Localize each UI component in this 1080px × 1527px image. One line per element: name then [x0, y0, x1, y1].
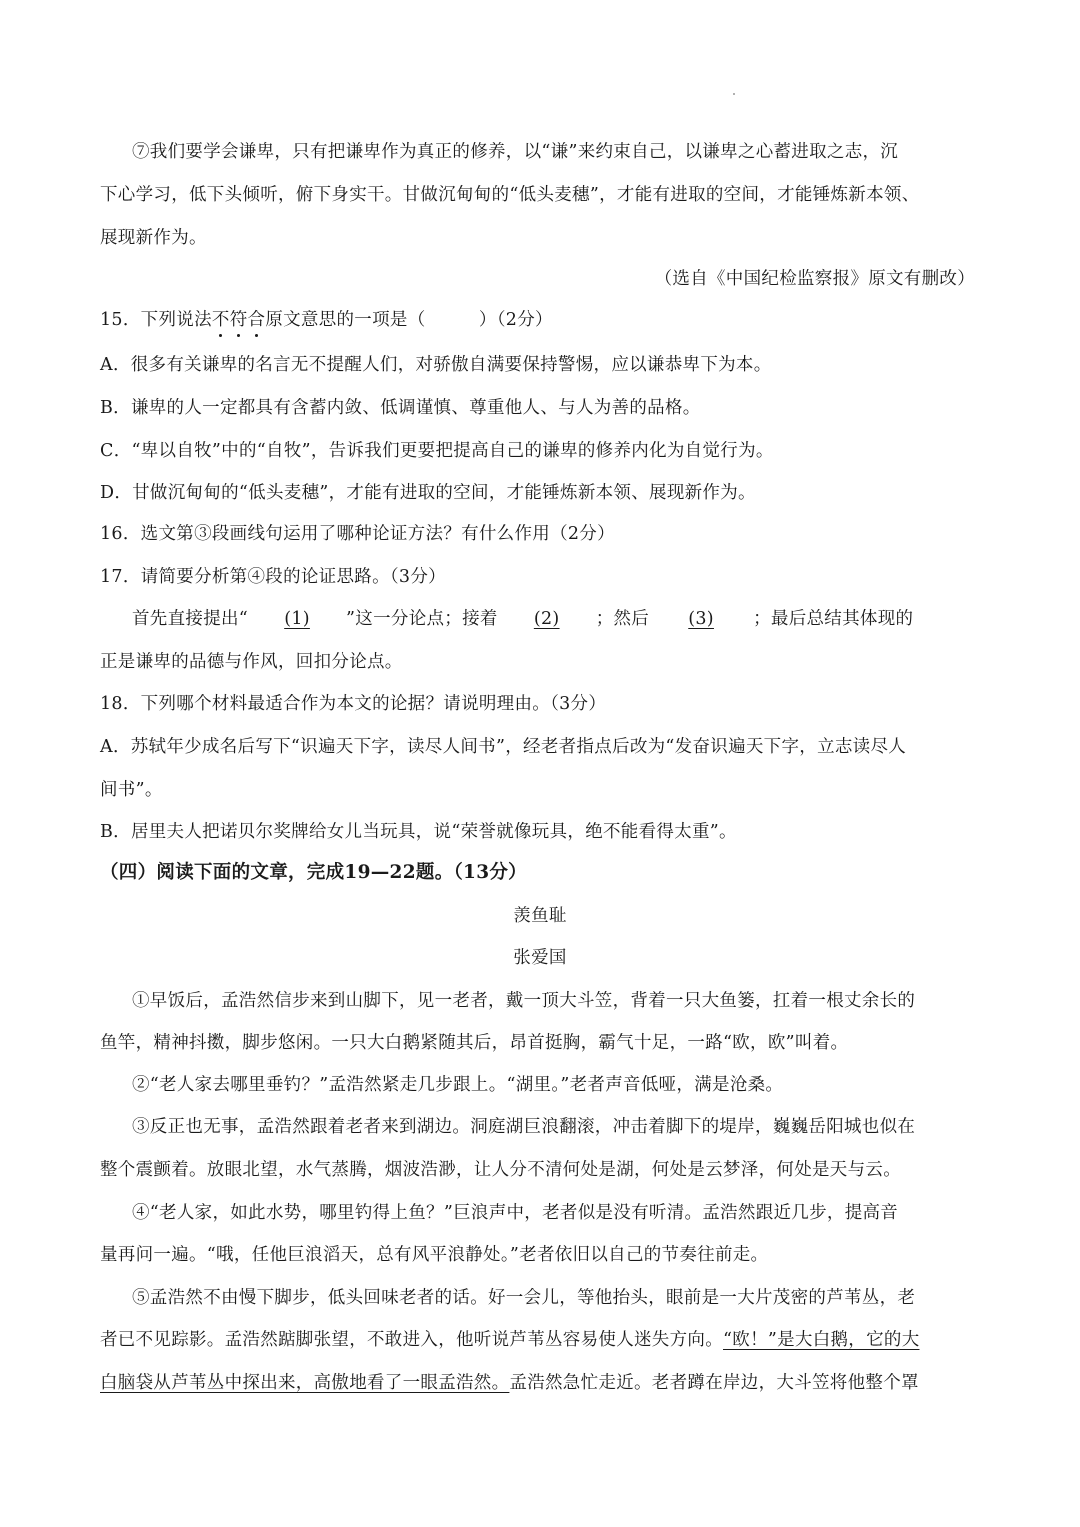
emphasis-char: 符 [229, 310, 248, 330]
para7-line1: ⑦我们要学会谦卑，只有把谦卑作为真正的修养，以“谦”来约束自己，以谦卑之心蓄进取之志，沉 [132, 142, 899, 162]
underlined-sentence: “欧！”是大白鹅，它的大 [723, 1330, 920, 1350]
article-text: 孟浩然急忙走近。老者蹲在岸边，大斗笠将他整个罩 [509, 1373, 919, 1393]
q18-option-b: B．居里夫人把诺贝尔奖牌给女儿当玩具，说“荣誉就像玩具，绝不能看得太重”。 [100, 822, 737, 842]
q15-option-d: D．甘做沉甸甸的“低头麦穗”，才能有进取的空间，才能锤炼新本领、展现新作为。 [100, 483, 756, 503]
q18-option-a-line2: 间书”。 [100, 780, 163, 800]
q15-stem [100, 308, 984, 332]
q17-blank-3[interactable]: (3) [688, 609, 714, 629]
q15-suffix: 原文意思的一项是（ ）（2分） [265, 310, 553, 330]
para7-line2: 下心学习，低下头倾听，俯下身实干。甘做沉甸甸的“低头麦穗”，才能有进取的空间，才能锤炼新本领、 [100, 185, 920, 205]
article-p1-line1: ①早饭后，孟浩然信步来到山脚下，见一老者，戴一顶大斗笠，背着一只大鱼篓，扛着一根丈余长的 [132, 991, 916, 1011]
article-p2: ②“老人家去哪里垂钓？”孟浩然紧走几步跟上。“湖里。”老者声音低哑，满是沧桑。 [132, 1075, 784, 1095]
q17-blank-1[interactable]: (1) [284, 609, 310, 629]
q17-text: 首先直接提出“ [132, 609, 249, 629]
article-author: 张爱国 [513, 948, 567, 968]
article-p1-line2: 鱼竿，精神抖擞，脚步悠闲。一只大白鹅紧随其后，昂首挺胸，霸气十足，一路“欧，欧”叫着。 [100, 1033, 849, 1053]
article-p4-line2: 量再问一遍。“哦，任他巨浪滔天，总有风平浪静处。”老者依旧以自己的节奏往前走。 [100, 1245, 769, 1265]
q15-option-c: C．“卑以自牧”中的“自牧”，告诉我们更要把提高自己的谦卑的修养内化为自觉行为。 [100, 441, 774, 461]
q17-text: ；然后 [595, 609, 650, 629]
article-p5-line2 [100, 1328, 984, 1352]
article-p3-line1: ③反正也无事，孟浩然跟着老者来到湖边。洞庭湖巨浪翻滚，冲击着脚下的堤岸，巍巍岳阳城也似在 [132, 1117, 916, 1137]
source-note: （选自《中国纪检监察报》原文有删改） [654, 269, 975, 289]
q16-stem: 16．选文第③段画线句运用了哪种论证方法？有什么作用（2分） [100, 524, 615, 544]
q17-text: ；最后总结其体现的 [753, 609, 914, 629]
q17-line2: 正是谦卑的品德与作风，回扣分论点。 [100, 652, 403, 672]
emphasis-char: 不 [211, 310, 230, 330]
para7-line3: 展现新作为。 [100, 228, 207, 248]
article-p3-line2: 整个震颤着。放眼北望，水气蒸腾，烟波浩渺，让人分不清何处是湖，何处是云梦泽，何处是天与云。 [100, 1160, 901, 1180]
q15-option-b: B．谦卑的人一定都具有含蓄内敛、低调谨慎、尊重他人、与人为善的品格。 [100, 398, 701, 418]
underlined-sentence: 白脑袋从芦苇丛中探出来，高傲地看了一眼孟浩然。 [100, 1373, 510, 1393]
section-heading: （四）阅读下面的文章，完成19—22题。（13分） [100, 862, 527, 883]
q15-prefix: 15．下列说法 [100, 310, 212, 330]
q17-blank-2[interactable]: (2) [533, 609, 560, 629]
q17-text: ”这一分论点；接着 [346, 609, 498, 629]
q15-option-a: A．很多有关谦卑的名言无不提醒人们，对骄傲自满要保持警惕，应以谦恭卑下为本。 [100, 355, 772, 375]
emphasis-char: 合 [247, 310, 266, 330]
q17-fill-line [132, 607, 984, 631]
article-p4-line1: ④“老人家，如此水势，哪里钓得上鱼？”巨浪声中，老者似是没有听清。孟浩然跟近几步，提高音 [132, 1203, 899, 1223]
article-p5-line3 [100, 1371, 984, 1395]
article-p5-line1: ⑤孟浩然不由慢下脚步，低头回味老者的话。好一会儿，等他抬头，眼前是一大片茂密的芦苇丛，老 [132, 1288, 916, 1308]
q17-stem: 17．请简要分析第④段的论证思路。（3分） [100, 567, 446, 587]
article-text: 者已不见踪影。孟浩然踮脚张望，不敢进入，他听说芦苇丛容易使人迷失方向。 [100, 1330, 723, 1350]
article-title: 羡鱼耻 [513, 906, 567, 926]
q18-option-a-line1: A．苏轼年少成名后写下“识遍天下字，读尽人间书”，经老者指点后改为“发奋识遍天下字，立志读尽人 [100, 737, 907, 757]
q18-stem: 18．下列哪个材料最适合作为本文的论据？请说明理由。（3分） [100, 694, 607, 714]
scan-speck [733, 93, 735, 95]
